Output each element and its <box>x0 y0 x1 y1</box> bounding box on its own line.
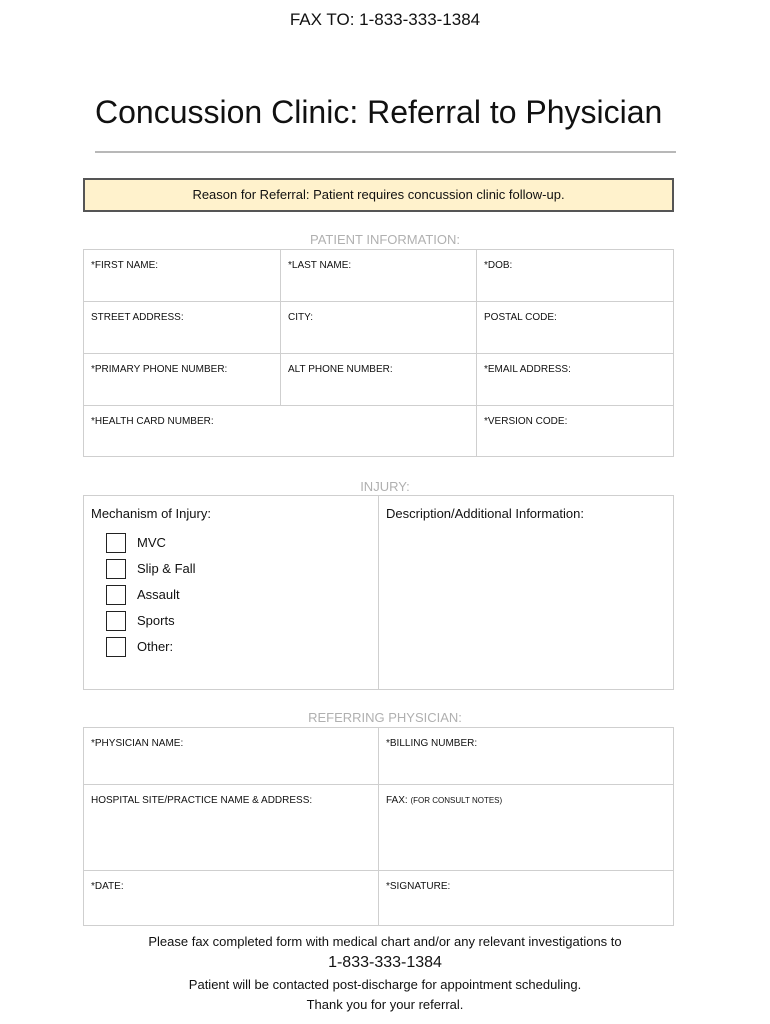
email-label: *EMAIL ADDRESS: <box>484 364 571 375</box>
postal-code-label: POSTAL CODE: <box>484 312 557 323</box>
primary-phone-field[interactable] <box>84 354 281 406</box>
patient-information-grid <box>83 249 674 457</box>
page-title: Concussion Clinic: Referral to Physician <box>95 94 663 130</box>
mvc-label: MVC <box>137 535 166 550</box>
description-label: Description/Additional Information: <box>386 506 584 521</box>
dob-label: *DOB: <box>484 260 513 271</box>
sports-checkbox[interactable] <box>106 611 126 631</box>
injury-heading: INJURY: <box>360 479 410 494</box>
assault-checkbox[interactable] <box>106 585 126 605</box>
last-name-field[interactable] <box>281 250 477 302</box>
injury-grid <box>83 495 674 690</box>
health-card-label: *HEALTH CARD NUMBER: <box>91 416 214 427</box>
sports-label: Sports <box>137 613 175 628</box>
fax-to-header: FAX TO: 1-833-333-1384 <box>289 10 481 29</box>
fax-label: FAX: <box>386 795 408 806</box>
mechanism-of-injury-section <box>84 496 379 689</box>
first-name-label: *FIRST NAME: <box>91 260 159 271</box>
footer-fax-number: 1-833-333-1384 <box>328 954 442 971</box>
signature-label: *SIGNATURE: <box>386 881 451 892</box>
email-field[interactable] <box>477 354 673 406</box>
other-checkbox[interactable] <box>106 637 126 657</box>
mvc-checkbox[interactable] <box>106 533 126 553</box>
slip-fall-label: Slip & Fall <box>137 561 196 576</box>
hospital-site-label: HOSPITAL SITE/PRACTICE NAME & ADDRESS: <box>91 795 313 806</box>
fax-field[interactable] <box>379 785 673 871</box>
description-field[interactable] <box>379 496 673 689</box>
dob-field[interactable] <box>477 250 673 302</box>
health-card-field[interactable] <box>84 406 477 456</box>
version-code-field[interactable] <box>477 406 673 456</box>
city-field[interactable] <box>281 302 477 354</box>
alt-phone-label: ALT PHONE NUMBER: <box>288 364 393 375</box>
date-label: *DATE: <box>91 881 124 892</box>
slip-fall-checkbox[interactable] <box>106 559 126 579</box>
physician-name-field[interactable] <box>84 728 379 785</box>
billing-number-label: *BILLING NUMBER: <box>386 738 478 749</box>
postal-code-field[interactable] <box>477 302 673 354</box>
physician-name-label: *PHYSICIAN NAME: <box>91 738 184 749</box>
mechanism-of-injury-label: Mechanism of Injury: <box>91 506 211 521</box>
street-address-field[interactable] <box>84 302 281 354</box>
hospital-site-field[interactable] <box>84 785 379 871</box>
footer-thank-you: Thank you for your referral. <box>306 997 464 1012</box>
first-name-field[interactable] <box>84 250 281 302</box>
fax-note: (FOR CONSULT NOTES) <box>410 796 503 805</box>
referring-physician-grid <box>83 727 674 926</box>
title-divider <box>95 151 676 153</box>
signature-field[interactable] <box>379 871 673 925</box>
billing-number-field[interactable] <box>379 728 673 785</box>
primary-phone-label: *PRIMARY PHONE NUMBER: <box>91 364 228 375</box>
city-label: CITY: <box>288 312 314 323</box>
assault-label: Assault <box>137 587 180 602</box>
date-field[interactable] <box>84 871 379 925</box>
last-name-label: *LAST NAME: <box>288 260 352 271</box>
referring-physician-heading: REFERRING PHYSICIAN: <box>308 710 462 725</box>
patient-information-heading: PATIENT INFORMATION: <box>310 232 460 247</box>
reason-for-referral-banner: Reason for Referral: Patient requires concussion clinic follow-up. <box>83 178 674 212</box>
alt-phone-field[interactable] <box>281 354 477 406</box>
footer-instructions: Please fax completed form with medical chart and/or any relevant investigations to <box>148 934 622 949</box>
street-address-label: STREET ADDRESS: <box>91 312 184 323</box>
footer-contact-note: Patient will be contacted post-discharge for appointment scheduling. <box>188 977 582 992</box>
other-label: Other: <box>137 639 174 654</box>
version-code-label: *VERSION CODE: <box>484 416 568 427</box>
